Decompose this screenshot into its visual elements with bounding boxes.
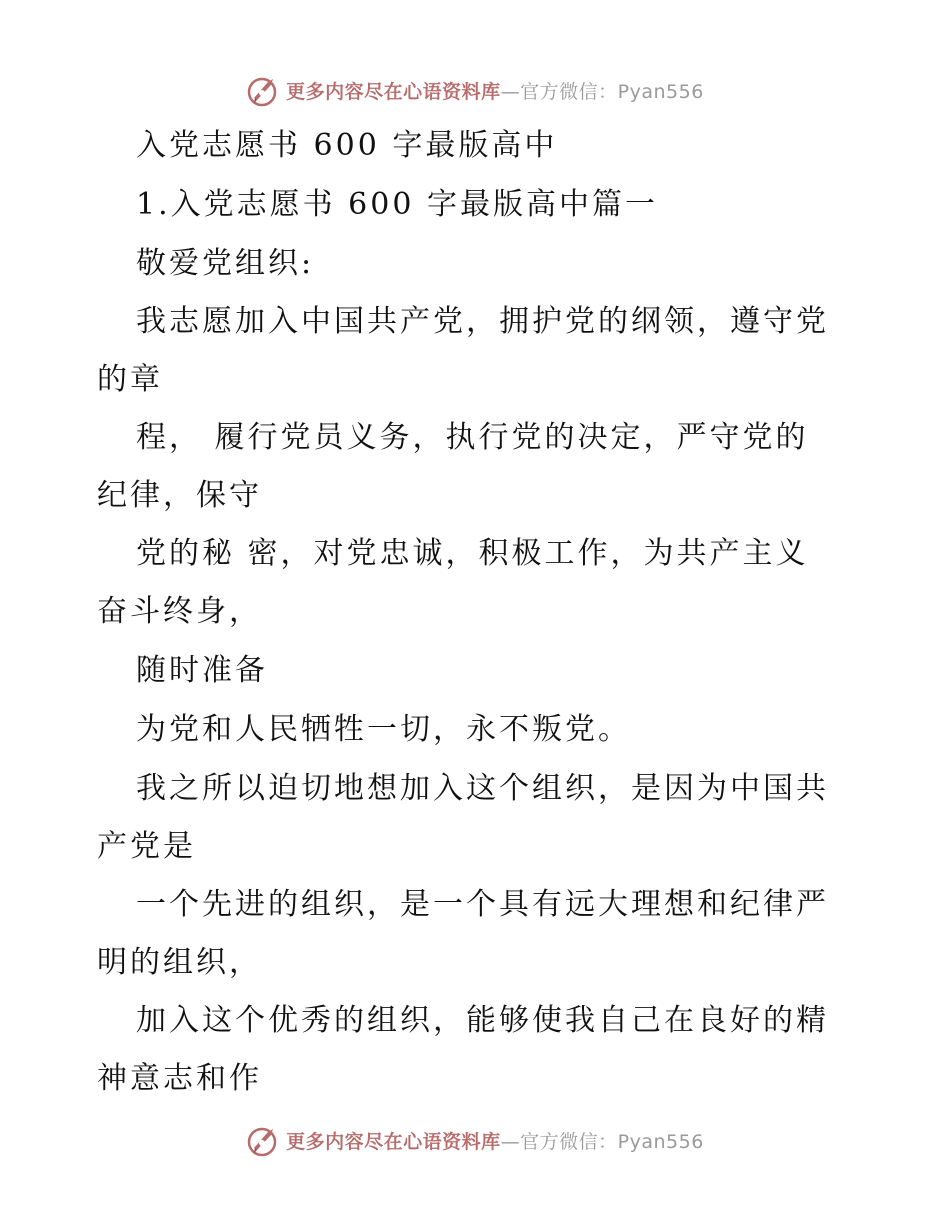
- section-heading: 1.入党志愿书 600 字最版高中篇一: [136, 187, 658, 222]
- banner-wechat: —官方微信：Pyan556: [500, 1130, 704, 1153]
- paragraph-line: 加入这个优秀的组织，能够使我自己在良好的精: [136, 1003, 829, 1038]
- paragraph-line: 产党是: [97, 829, 196, 864]
- paragraph-line: 我之所以迫切地想加入这个组织，是因为中国共: [136, 771, 829, 806]
- footer-banner: [0, 1118, 950, 1162]
- banner-slogan: 更多内容尽在心语资料库: [286, 1130, 501, 1153]
- banner-slogan: 更多内容尽在心语资料库: [286, 80, 501, 103]
- paragraph-line: 的章: [97, 362, 163, 397]
- pen-logo-icon: [246, 1122, 282, 1158]
- header-banner: [0, 68, 950, 112]
- paragraph-line: 神意志和作: [97, 1061, 262, 1096]
- paragraph-line: 奋斗终身，: [97, 594, 262, 629]
- pen-logo-icon: [246, 72, 282, 108]
- paragraph-line: 党的秘 密，对党忠诚，积极工作，为共产主义: [136, 536, 809, 571]
- document-title: 入党志愿书 600 字最版高中: [136, 128, 558, 163]
- salutation: 敬爱党组织:: [136, 246, 315, 281]
- paragraph-line: 一个先进的组织，是一个具有远大理想和纪律严: [136, 887, 829, 922]
- paragraph-line: 明的组织，: [97, 945, 262, 980]
- paragraph-line: 纪律，保守: [97, 478, 262, 513]
- paragraph-line: 程， 履行党员义务，执行党的决定，严守党的: [136, 420, 809, 455]
- paragraph-line: 为党和人民牺牲一切，永不叛党。: [136, 712, 631, 747]
- paragraph-line: 我志愿加入中国共产党，拥护党的纲领，遵守党: [136, 304, 829, 339]
- paragraph-line: 随时准备: [136, 653, 268, 688]
- banner-wechat: —官方微信：Pyan556: [500, 80, 704, 103]
